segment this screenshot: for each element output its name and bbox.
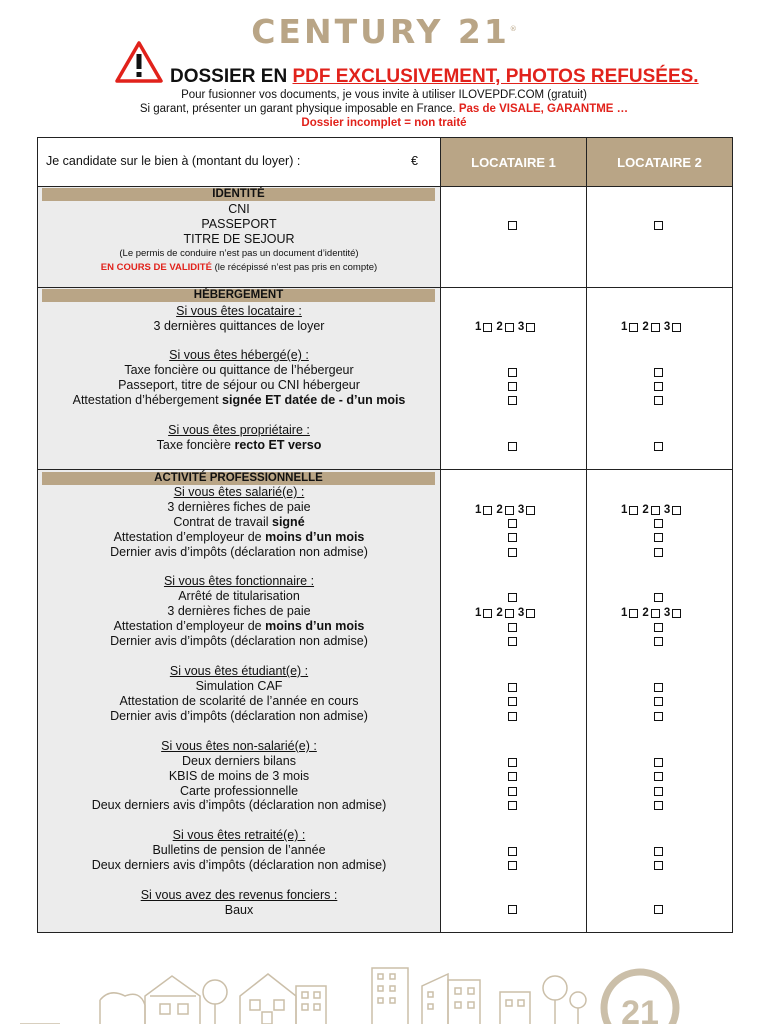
checkbox-l2[interactable] [654,787,663,796]
warning-icon [115,40,163,84]
checkbox-l2[interactable] [654,637,663,646]
checkbox-l1[interactable] [508,861,517,870]
doc-titre-sejour: TITRE DE SEJOUR [183,232,295,246]
checkbox-l1[interactable] [508,593,517,602]
checkbox-l2[interactable] [654,519,663,528]
doc-taxe-fonciere-hebergeur: Taxe foncière ou quittance de l’hébergeur [124,363,354,377]
checkbox-l1[interactable] [508,801,517,810]
locataire-head: Si vous êtes locataire : [176,304,302,318]
doc-passeport: PASSEPORT [201,217,277,231]
currency-symbol: € [411,154,418,168]
incomplete-warning: Dossier incomplet = non traité [301,117,467,129]
checkbox-l1[interactable] [508,847,517,856]
rent-question-cell[interactable] [38,138,440,186]
checkbox-l2[interactable] [654,593,663,602]
checkbox-l2[interactable] [654,712,663,721]
checkbox-l2[interactable] [654,368,663,377]
doc-simulation-caf: Simulation CAF [195,679,283,693]
checkbox-l2[interactable] [654,772,663,781]
doc-bilans: Deux derniers bilans [182,754,296,768]
checkbox-l1[interactable] [508,697,517,706]
checkbox-group-l2-fiches[interactable]: 1 2 3 [621,504,685,516]
checkbox-l2[interactable] [654,801,663,810]
checkbox-l1-identite[interactable] [508,221,517,230]
retraite-head: Si vous êtes retraité(e) : [172,828,306,842]
checkbox-l2[interactable] [654,548,663,557]
checkbox-group-l1-fiches[interactable]: 1 2 3 [475,504,539,516]
houses-illustration [0,960,768,1024]
checkbox-l2[interactable] [654,533,663,542]
checkbox-l2[interactable] [654,442,663,451]
checkbox-l1[interactable] [508,548,517,557]
checkbox-l2[interactable] [654,697,663,706]
doc-avis-impots: Deux derniers avis d’impôts (déclaration non admise) [91,858,387,872]
checkbox-group-l2-quittances[interactable]: 1 2 3 [621,321,685,333]
guarantor-hint: Si garant, présenter un garant physique imposable en France. Pas de VISALE, GARANTME … [139,103,629,115]
checklist-table [37,137,733,933]
checkbox-l1[interactable] [508,787,517,796]
doc-kbis: KBIS de moins de 3 mois [168,769,310,783]
checkbox-l2[interactable] [654,623,663,632]
doc-attestation-employeur: Attestation d’employeur de moins d’un mois [113,530,365,544]
doc-avis-impots: Dernier avis d’impôts (déclaration non admise) [110,709,368,723]
salarie-head: Si vous êtes salarié(e) : [173,485,305,499]
checkbox-l1[interactable] [508,683,517,692]
checkbox-l1[interactable] [508,442,517,451]
locataire-2-header: LOCATAIRE 2 [587,138,732,186]
checkbox-l1[interactable] [508,533,517,542]
doc-quittances: 3 dernières quittances de loyer [153,319,325,333]
checkbox-l1[interactable] [508,637,517,646]
doc-scolarite: Attestation de scolarité de l’année en cours [119,694,359,708]
checkbox-l1[interactable] [508,712,517,721]
non-salarie-head: Si vous êtes non-salarié(e) : [161,739,317,753]
checkbox-l2[interactable] [654,847,663,856]
doc-cni: CNI [228,202,250,216]
fonctionnaire-head: Si vous êtes fonctionnaire : [163,574,315,588]
rent-question: Je candidate sur le bien à (montant du loyer) : [46,154,301,168]
checkbox-l1[interactable] [508,905,517,914]
doc-fiches-paie: 3 dernières fiches de paie [167,500,311,514]
checkbox-l1[interactable] [508,772,517,781]
checkbox-l2-identite[interactable] [654,221,663,230]
doc-baux: Baux [224,903,254,917]
activite-title: ACTIVITÉ PROFESSIONNELLE [42,472,435,485]
checkbox-l1[interactable] [508,758,517,767]
merge-hint: Pour fusionner vos documents, je vous invite à utiliser ILOVEPDF.COM (gratuit) [181,89,587,101]
checkbox-group-l1-quittances[interactable]: 1 2 3 [475,321,539,333]
doc-avis-impots: Deux derniers avis d’impôts (déclaration non admise) [91,798,387,812]
etudiant-head: Si vous êtes étudiant(e) : [169,664,309,678]
doc-fiches-paie: 3 dernières fiches de paie [167,604,311,618]
checkbox-l1[interactable] [508,396,517,405]
checkbox-l1[interactable] [508,382,517,391]
svg-text:21: 21 [621,994,659,1024]
doc-attestation-hebergement: Attestation d’hébergement signée ET datée de - d’un mois [72,393,406,407]
checkbox-l1[interactable] [508,368,517,377]
doc-bulletins-pension: Bulletins de pension de l’année [152,843,326,857]
identite-title: IDENTITÉ [42,188,435,201]
identite-validity: EN COURS DE VALIDITÉ (le récépissé n’est pas pris en compte) [100,262,378,273]
checkbox-l2[interactable] [654,905,663,914]
checkbox-l1[interactable] [508,623,517,632]
checkbox-l2[interactable] [654,382,663,391]
hebergement-title: HÉBERGEMENT [42,289,435,302]
checkbox-l2[interactable] [654,758,663,767]
checkbox-group-l2-fiches-fonct[interactable]: 1 2 3 [621,607,685,619]
checkbox-l2[interactable] [654,861,663,870]
doc-attestation-employeur: Attestation d’employeur de moins d’un mois [113,619,365,633]
checkbox-l2[interactable] [654,683,663,692]
col-divider [440,138,441,932]
doc-avis-impots: Dernier avis d’impôts (déclaration non admise) [110,545,368,559]
doc-avis-impots: Dernier avis d’impôts (déclaration non admise) [110,634,368,648]
doc-carte-pro: Carte professionnelle [179,784,299,798]
dossier-warning-title: DOSSIER EN PDF EXCLUSIVEMENT, PHOTOS REFUSÉES. [170,66,699,87]
century21-logo: CENTURY 21® [251,12,517,51]
doc-identite-hebergeur: Passeport, titre de séjour ou CNI hébergeur [118,378,360,392]
checkbox-l2[interactable] [654,396,663,405]
doc-contrat-travail: Contrat de travail signé [173,515,305,529]
doc-arrete-titularisation: Arrêté de titularisation [178,589,300,603]
proprio-head: Si vous êtes propriétaire : [168,423,310,437]
col-divider [586,138,587,932]
doc-taxe-fonciere: Taxe foncière recto ET verso [156,438,322,452]
checkbox-group-l1-fiches-fonct[interactable]: 1 2 3 [475,607,539,619]
foncier-head: Si vous avez des revenus fonciers : [140,888,338,902]
checkbox-l1[interactable] [508,519,517,528]
heberge-head: Si vous êtes hébergé(e) : [169,348,309,362]
identite-note: (Le permis de conduire n’est pas un document d’identité) [119,248,359,259]
locataire-1-header: LOCATAIRE 1 [441,138,586,186]
